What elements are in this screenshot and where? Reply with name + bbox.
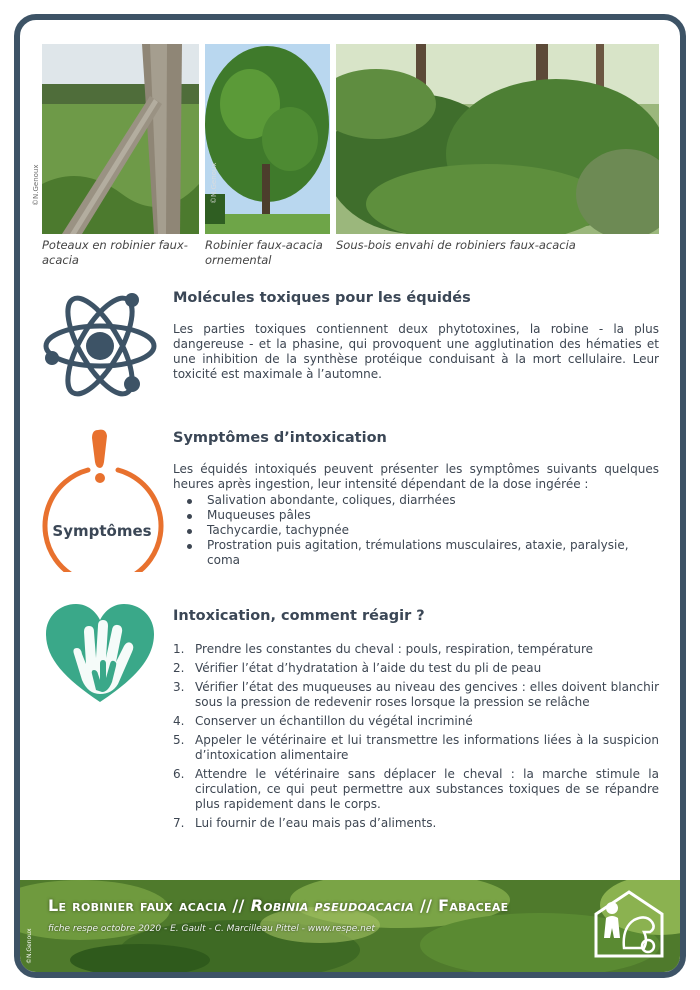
list-item: Tachycardie, tachypnée [173, 523, 659, 538]
step-text: Attendre le vétérinaire sans déplacer le cheval : la marche stimule la circulation, ce qui peut permettre aux substances toxiques de se répandre plus rapidement dans le corps. [195, 767, 659, 811]
step-text: Appeler le vétérinaire et lui transmettre les informations liées à la suspicion d’intoxication alimentaire [195, 733, 659, 762]
molecules-text: Les parties toxiques contiennent deux phytotoxines, la robine - la plus dangereuse - et la phasine, qui provoquent une agglutination des hématies et une inhibition de la synthèse protéique conduisant à la mort cellulaire. Leur toxicité est maximale à l’automne. [173, 322, 659, 381]
footer-subtitle: fiche respe octobre 2020 - E. Gault - C. Marcilleau Pittel - www.respe.net [48, 924, 375, 934]
footer-credit: ©N.Genoux [26, 928, 33, 964]
heart-hands-icon [44, 602, 156, 706]
symptoms-icon-label: Symptômes [52, 522, 152, 540]
caption-ornamental-tree: Robinier faux-acacia ornemental [205, 238, 323, 267]
list-item: Salivation abondante, coliques, diarrhées [173, 493, 659, 508]
list-item [173, 714, 659, 729]
list-item [173, 642, 659, 657]
symptoms-intro: Les équidés intoxiqués peuvent présenter les symptômes suivants quelques heures après ingestion, leur intensité dépendant de la dose ingérée : [173, 462, 659, 491]
step-text: Vérifier l’état d’hydratation à l’aide du test du pli de peau [195, 661, 542, 675]
step-number: 5. [173, 733, 185, 747]
symptoms-icon [40, 426, 164, 572]
list-item [173, 661, 659, 676]
list-item [173, 733, 659, 763]
photo-undergrowth [336, 44, 659, 234]
step-text: Prendre les constantes du cheval : pouls, respiration, température [195, 642, 594, 656]
latin-name: Robinia pseudoacacia [250, 896, 415, 915]
react-steps [173, 642, 659, 835]
photo-ornamental-tree [205, 44, 330, 234]
step-number: 1. [173, 642, 185, 656]
respe-logo-icon [592, 888, 666, 962]
atom-icon [42, 288, 158, 404]
photo-fence-posts [42, 44, 199, 234]
step-number: 7. [173, 816, 185, 830]
symptoms-list [173, 493, 659, 568]
photo-credit: ©N.Genoux [210, 162, 218, 204]
step-number: 6. [173, 767, 185, 781]
footer [20, 880, 680, 972]
step-number: 2. [173, 661, 185, 675]
list-item [173, 816, 659, 831]
step-text: Lui fournir de l’eau mais pas d’aliments. [195, 816, 437, 830]
step-text: Vérifier l’état des muqueuses au niveau des gencives : elles doivent blanchir sous la pression de redevenir roses lorsque la pression se relâche [195, 680, 659, 709]
list-item: Prostration puis agitation, trémulations musculaires, ataxie, paralysie, coma [173, 538, 659, 568]
footer-title: Le robinier faux acacia // Robinia pseudoacacia // Fabaceae [48, 896, 509, 915]
react-title: Intoxication, comment réagir ? [173, 608, 425, 624]
molecules-title: Molécules toxiques pour les équidés [173, 290, 471, 306]
photo-credit: ©N.Genoux [32, 164, 40, 206]
step-text: Conserver un échantillon du végétal incriminé [195, 714, 473, 728]
step-number: 4. [173, 714, 185, 728]
list-item [173, 767, 659, 812]
list-item: Muqueuses pâles [173, 508, 659, 523]
caption-fence-posts: Poteaux en robinier faux-acacia [42, 238, 188, 267]
list-item [173, 680, 659, 710]
symptoms-title: Symptômes d’intoxication [173, 430, 387, 446]
step-number: 3. [173, 680, 185, 694]
fact-sheet [14, 14, 686, 978]
caption-undergrowth: Sous-bois envahi de robiniers faux-acacia [336, 238, 576, 252]
